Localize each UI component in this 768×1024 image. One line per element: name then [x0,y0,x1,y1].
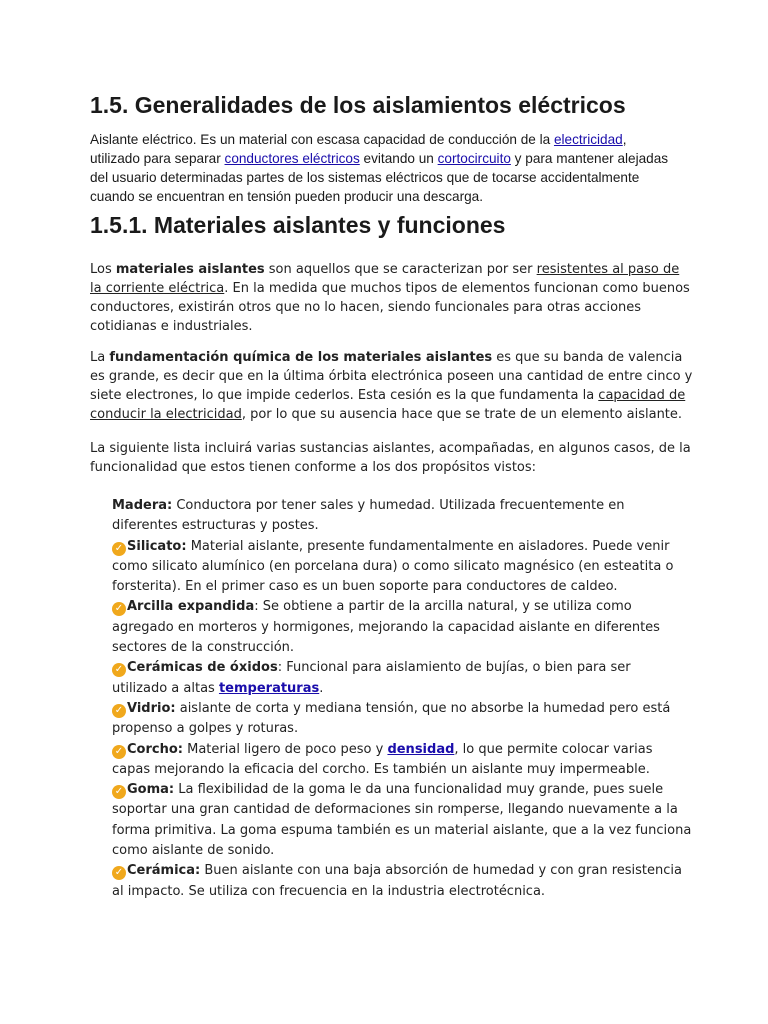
paragraph-materiales-aislantes: Los materiales aislantes son aquellos que se caracterizan por ser resistentes al paso de la corriente eléctrica. En la medida que muchos tipos de elementos funcionan como buenos conductores, existirán otros que no lo hacen, siendo funcionales para otras acciones cotidianas e industriales. [90,262,690,334]
list-item-ceramica: ✓ Cerámica: Buen aislante con una baja absorción de humedad y con gran resistencia al impacto. Se utiliza con frecuencia en la industria electrotécnica. [112,863,682,899]
link-densidad[interactable]: densidad [387,741,455,757]
link-temperaturas[interactable]: temperaturas [218,680,320,696]
link-cortocircuito[interactable]: cortocircuito [437,151,511,166]
check-circle-icon: ✓ [112,602,126,616]
list-item-silicato: ✓ Silicato: Material aislante, presente fundamentalmente en aisladores. Puede venir como silicato alumínico (en porcelana dura) o como silicato magnésico (en esteatita o forsterita). En el primer caso es un buen soporte para conductores de caldeo. [112,538,674,595]
link-electricidad[interactable]: electricidad [553,132,623,147]
list-item-goma: ✓ Goma: La flexibilidad de la goma le da una funcionalidad muy grande, pues suele soportar una gran cantidad de deformaciones sin romperse, llegando nuevamente a la forma primitiva. La goma espuma también es un material aislante, que a la vez funciona como aislante de sonido. [112,782,692,859]
materials-list [112,496,712,902]
link-conductores-electricos[interactable]: conductores eléctricos [224,151,360,166]
check-circle-icon: ✓ [112,704,126,718]
section-heading-1-5: 1.5. Generalidades de los aislamientos eléctricos [90,92,626,118]
check-circle-icon: ✓ [112,785,126,799]
paragraph-fundamentacion-quimica: La fundamentación química de los materiales aislantes es que su banda de valencia es grande, es decir que en la última órbita electrónica poseen una cantidad de entre cinco y siete electrones, lo que impide cederlos. Esta cesión es la que fundamenta la capacidad de conducir la electricidad, por lo que su ausencia hace que se trate de un elemento aislante. [90,350,693,422]
check-circle-icon: ✓ [112,542,126,556]
section-heading-1-5-1: 1.5.1. Materiales aislantes y funciones [90,212,506,238]
list-item-vidrio: ✓ Vidrio: aislante de corta y mediana tensión, que no absorbe la humedad pero está propenso a golpes y roturas. [112,700,671,737]
check-circle-icon: ✓ [112,663,126,677]
check-circle-icon: ✓ [112,745,126,759]
list-item-madera: Madera: Conductora por tener sales y humedad. Utilizada frecuentemente en diferentes estructuras y postes. [112,498,625,534]
intro-paragraph: Aislante eléctrico. Es un material con escasa capacidad de conducción de la electricidad, utilizado para separar conductores eléctricos evitando un cortocircuito y para mantener alejadas del usuario determinadas partes de los sistemas eléctricos que de tocarse accidentalmente cuando se encuentran en tensión pueden producir una descarga. [90,132,669,204]
list-item-ceramicas-oxidos: ✓ Cerámicas de óxidos: Funcional para aislamiento de bujías, o bien para ser utilizado a altas temperaturas. [112,660,631,696]
paragraph-lista-intro: La siguiente lista incluirá varias sustancias aislantes, acompañadas, en algunos casos, de la funcionalidad que estos tienen conforme a los dos propósitos vistos: [90,441,691,475]
check-circle-icon: ✓ [112,866,126,880]
list-item-corcho: ✓ Corcho: Material ligero de poco peso y densidad, lo que permite colocar varias capas mejorando la eficacia del corcho. Es también un aislante muy impermeable. [112,741,653,777]
list-item-arcilla: ✓ Arcilla expandida: Se obtiene a partir de la arcilla natural, y se utiliza como agregado en morteros y hormigones, mejorando la capacidad aislante en diferentes sectores de la construcción. [112,599,660,656]
